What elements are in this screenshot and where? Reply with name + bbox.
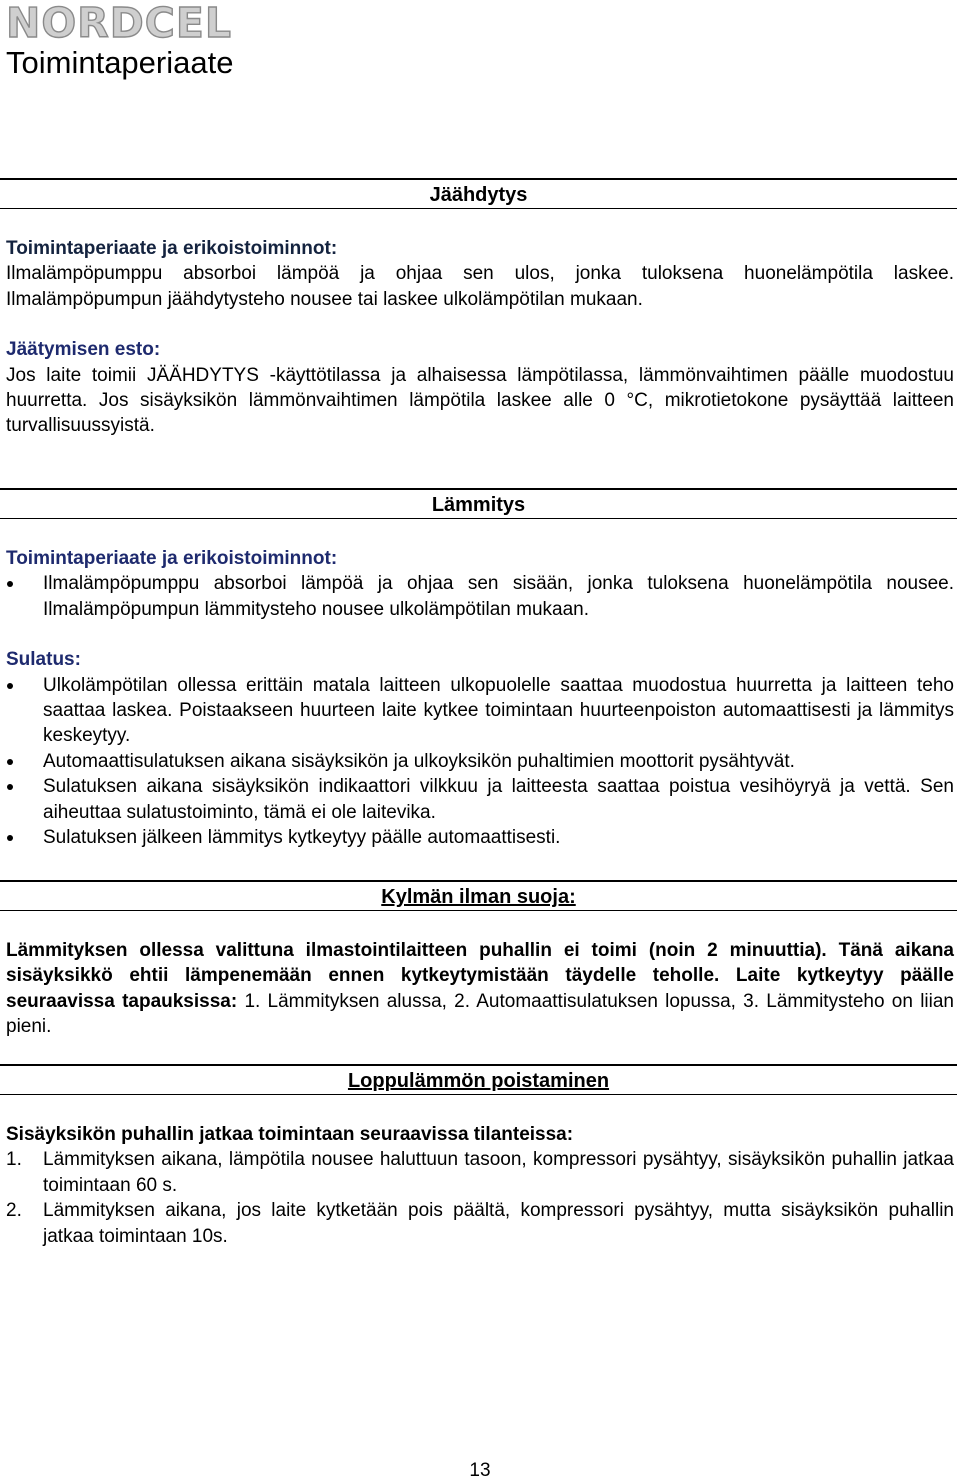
list-item-number: 1. — [6, 1149, 22, 1171]
residual-heat-label: Sisäyksikön puhallin jatkaa toimintaan seuraavissa tilanteissa: — [6, 1124, 574, 1145]
section-heading-cooling: Jäähdytys — [0, 178, 957, 209]
brand-logo: NORDCEL — [6, 0, 232, 47]
list-item-text: Lämmityksen aikana, lämpötila nousee haluttuun tasoon, kompressori pysähtyy, sisäyksikön puhallin jatkaa toimintaan 60 s. — [43, 1149, 954, 1196]
page-title: Toimintaperiaate — [6, 45, 234, 80]
heating-principle-list — [6, 571, 954, 622]
cold-air-text — [6, 938, 954, 1040]
list-item-number: 2. — [6, 1200, 22, 1222]
freeze-protection-text: Jos laite toimii JÄÄHDYTYS -käyttötilassa ja alhaisessa lämpötilassa, lämmönvaihtimen päälle muodostuu huurretta. Jos sisäyksikön lämmönvaihtimen lämpötila laskee alle 0 °C, mikrotietokone pysäyttää laitteen turvallisuussyistä. — [6, 364, 954, 437]
page-number: 13 — [469, 1460, 491, 1481]
cooling-principle-label: Toimintaperiaate ja erikoistoiminnot: — [6, 238, 338, 259]
bullet-icon — [7, 683, 13, 689]
list-item — [6, 571, 954, 622]
list-item-text: Sulatuksen aikana sisäyksikön indikaattori vilkkuu ja laitteesta saattaa poistua vesihöyryä ja vettä. Sen aiheuttaa sulatustoiminto, tämä ei ole laitevika. — [43, 776, 954, 823]
list-item-text: Automaattisulatuksen aikana sisäyksikön ja ulkoyksikön puhaltimien moottorit pysähtyvät. — [43, 750, 795, 772]
defrost-label: Sulatus: — [6, 649, 81, 671]
list-item — [6, 774, 954, 825]
heating-principle-label: Toimintaperiaate ja erikoistoiminnot: — [6, 548, 338, 569]
cooling-section — [6, 236, 954, 439]
bullet-icon — [7, 835, 13, 841]
list-item — [6, 1198, 954, 1249]
residual-heat-section — [6, 1122, 954, 1249]
heating-section — [6, 546, 954, 850]
list-item — [6, 673, 954, 749]
list-item — [6, 825, 954, 850]
list-item — [6, 1147, 954, 1198]
cooling-principle-text: Ilmalämpöpumppu absorboi lämpöä ja ohjaa sen ulos, jonka tuloksena huonelämpötila laskee. Ilmalämpöpumpun jäähdytysteho nousee tai laskee ulkolämpötilan mukaan. — [6, 263, 954, 310]
list-item-text: Ilmalämpöpumppu absorboi lämpöä ja ohjaa sen sisään, jonka tuloksena huonelämpötila nousee. Ilmalämpöpumpun lämmitysteho nousee ulkolämpötilan mukaan. — [43, 573, 954, 620]
cold-air-normal-text: 1. Lämmityksen alussa, 2. Automaattisulatuksen lopussa, 3. Lämmitysteho on liian pieni. — [6, 990, 954, 1038]
bullet-icon — [7, 784, 13, 790]
list-item-text: Sulatuksen jälkeen lämmitys kytkeytyy päälle automaattisesti. — [43, 827, 561, 849]
section-heading-text: Kylmän ilman suoja: — [381, 886, 576, 908]
list-item-text: Lämmityksen aikana, jos laite kytketään pois päältä, kompressori pysähtyy, mutta sisäyksikön puhallin jatkaa toimintaan 10s. — [43, 1200, 954, 1247]
residual-heat-list — [6, 1147, 954, 1249]
cold-air-section — [6, 938, 954, 1040]
cold-air-bold-text: Lämmityksen ollessa valittuna ilmastointilaitteen puhallin ei toimi (noin 2 minuuttia). Tänä aikana sisäyksikkö ehtii lämpenemään ennen kytkeytymistään täydelle teholle. Laite kytkeytyy päälle seuraavissa tapauksissa: — [6, 940, 954, 1012]
list-item — [6, 749, 954, 774]
bullet-icon — [7, 581, 13, 587]
section-heading-heating: Lämmitys — [0, 488, 957, 519]
list-item-text: Ulkolämpötilan ollessa erittäin matala laitteen ulkopuolelle saattaa muodostua huurretta ja laitteen teho saattaa laskea. Poistaakseen huurteen laite kytkee toimintaan huurteenpoiston automaattisesti ja lämmitys keskeytyy. — [43, 674, 954, 747]
section-heading-text: Loppulämmön poistaminen — [347, 1070, 610, 1092]
section-heading-residual-heat — [0, 1064, 957, 1095]
bullet-icon — [7, 759, 13, 765]
freeze-protection-label: Jäätymisen esto: — [6, 339, 161, 361]
section-heading-cold-air — [0, 880, 957, 911]
defrost-list — [6, 673, 954, 851]
